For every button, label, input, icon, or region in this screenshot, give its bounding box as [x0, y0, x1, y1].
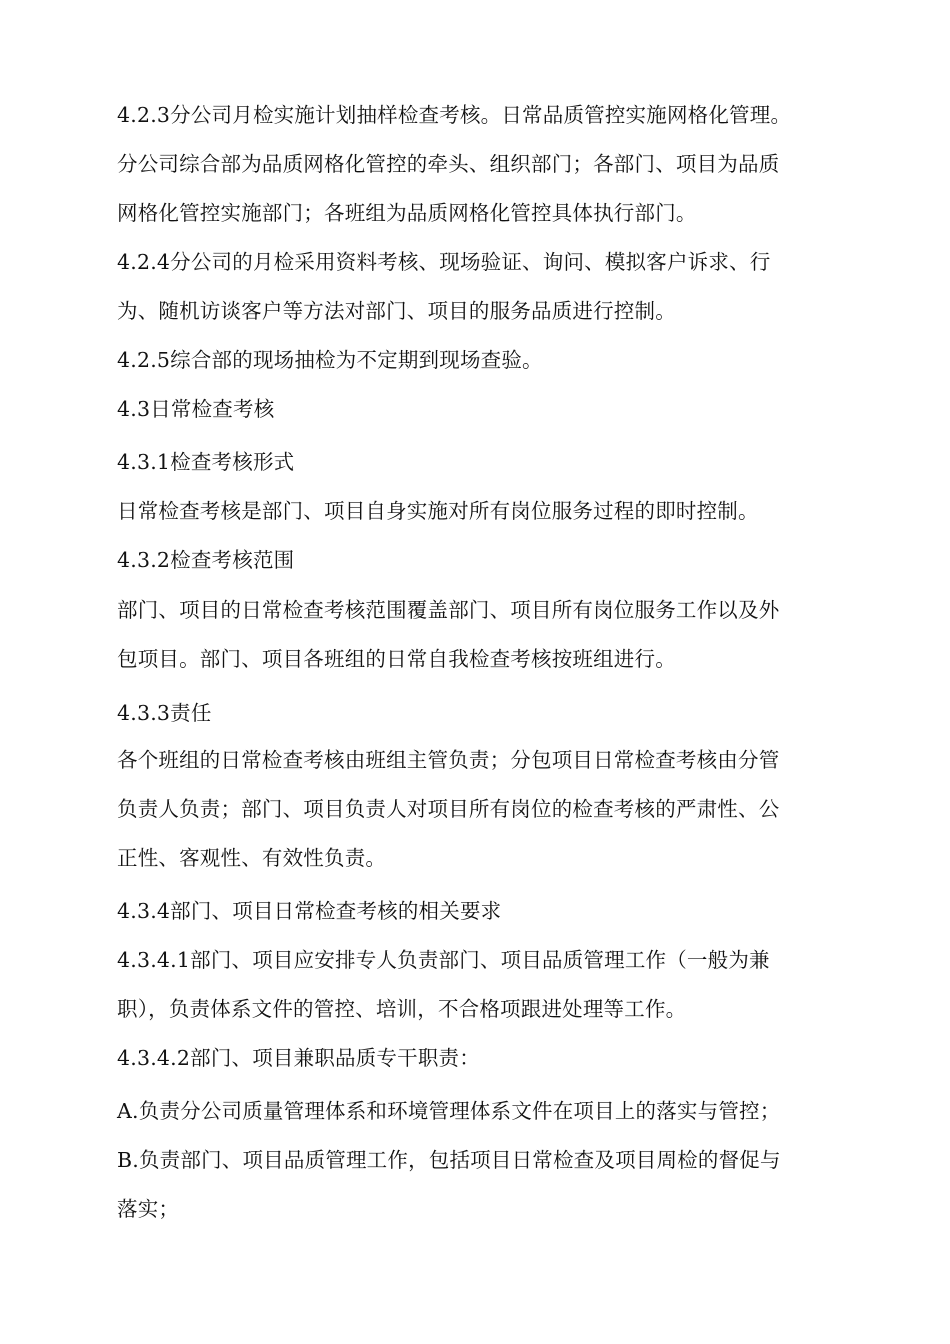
- text-line: 网格化管控实施部门；各班组为品质网格化管控具体执行部门。: [117, 201, 697, 225]
- text-line: 为、随机访谈客户等方法对部门、项目的服务品质进行控制。: [117, 299, 676, 323]
- subsection-heading: 4.3.1检查考核形式: [117, 450, 295, 474]
- text-line: 落实；: [117, 1197, 180, 1221]
- text-line: 分公司综合部为品质网格化管控的牵头、组织部门；各部门、项目为品质: [117, 152, 780, 176]
- text-line: 正性、客观性、有效性负责。: [117, 846, 387, 870]
- section-heading: 4.3日常检查考核: [117, 397, 275, 421]
- subsection-heading: 4.3.4部门、项目日常检查考核的相关要求: [117, 899, 502, 923]
- text-line: 各个班组的日常检查考核由班组主管负责；分包项目日常检查考核由分管: [117, 748, 780, 772]
- text-line: 4.2.4分公司的月检采用资料考核、现场验证、询问、模拟客户诉求、行: [117, 250, 771, 274]
- text-line: 职），负责体系文件的管控、培训，不合格项跟进处理等工作。: [117, 997, 687, 1021]
- text-line: 部门、项目的日常检查考核范围覆盖部门、项目所有岗位服务工作以及外: [117, 598, 780, 622]
- text-line: 4.3.4.2部门、项目兼职品质专干职责：: [117, 1046, 480, 1070]
- text-line: 包项目。部门、项目各班组的日常自我检查考核按班组进行。: [117, 647, 676, 671]
- text-line: 日常检查考核是部门、项目自身实施对所有岗位服务过程的即时控制。: [117, 499, 759, 523]
- text-line: 负责人负责；部门、项目负责人对项目所有岗位的检查考核的严肃性、公: [117, 797, 780, 821]
- subsection-heading: 4.3.2检查考核范围: [117, 548, 295, 572]
- text-line: B.负责部门、项目品质管理工作，包括项目日常检查及项目周检的督促与: [117, 1148, 781, 1172]
- subsection-heading: 4.3.3责任: [117, 701, 212, 725]
- text-line: 4.2.5综合部的现场抽检为不定期到现场查验。: [117, 348, 543, 372]
- text-line: A.负责分公司质量管理体系和环境管理体系文件在项目上的落实与管控；: [117, 1099, 781, 1123]
- text-line: 4.3.4.1部门、项目应安排专人负责部门、项目品质管理工作（一般为兼: [117, 948, 770, 972]
- text-line: 4.2.3分公司月检实施计划抽样检查考核。日常品质管控实施网格化管理。: [117, 103, 792, 127]
